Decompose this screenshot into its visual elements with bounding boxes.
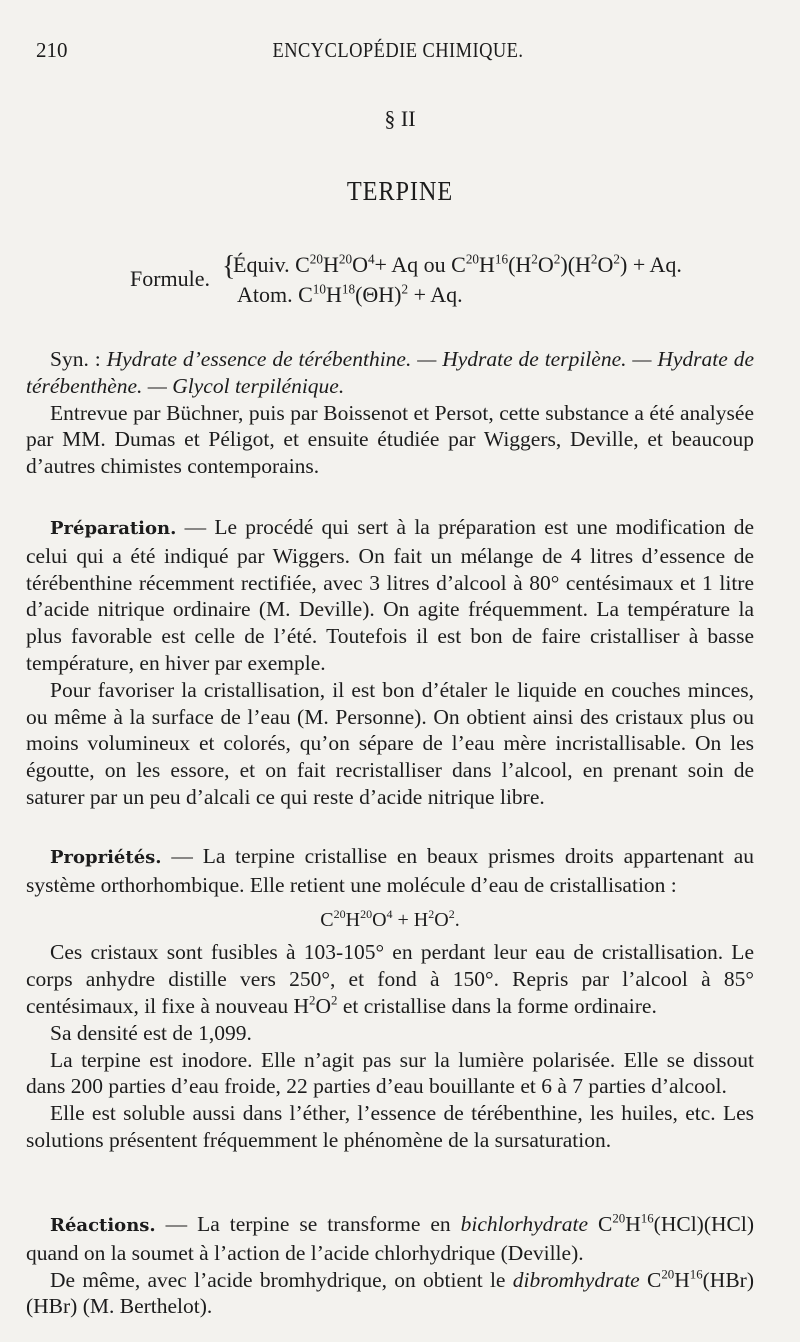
synonyms-paragraph (26, 346, 754, 400)
formula-brace: { (222, 251, 236, 282)
solubility-paragraph-2: Elle est soluble aussi dans l’éther, l’essence de térébenthine, les huiles, etc. Les solutions présentent fréquemment le phénomène de la sursaturation. (26, 1101, 754, 1152)
reactions-paragraph-2: De même, avec l’acide bromhydrique, on obtient le dibromhydrate $C^{20}H^{16}(HBr)(HBr)$ (M. Berthelot). (26, 1267, 754, 1319)
page-header (36, 38, 760, 68)
reactions-rubric: Réactions. (50, 1215, 156, 1236)
syn-intro-block (26, 346, 754, 480)
formula-equiv-line: Équiv. $C^{20}H^{20}O^4+ Aq$ ou $C^{20}H^{16}(H^2O^2)(H^2O^2) + Aq$. (233, 251, 682, 277)
preparation-paragraph-2: Pour favoriser la cristallisation, il est bon d’étaler le liquide en couches minces, ou même à la surface de l’eau (M. Personne). On obtient ainsi des cristaux plus ou moins volumineux et colorés, qu’on sépare de l’eau mère incristallisable. On les égoutte, on les essore, et on fait recristalliser dans l’alcool, en prenant soin de saturer par un peu d’alcali ce qui reste d’acide nitrique libre. (26, 677, 754, 809)
syn-names: Hydrate d’essence de térébenthine. — Hydrate de terpilène. — Hydrate de térébenthène. — Glycol terpilénique. (26, 347, 754, 398)
preparation-rubric: Préparation. (50, 518, 177, 539)
formula-label: Formule. (130, 266, 211, 291)
reactions-paragraph: Réactions. — La terpine se transforme en bichlorhydrate $C^{20}H^{16}(HCl)(HCl)$ quand on la soumet à l’action de l’acide chlorhydrique (Deville). (26, 1211, 754, 1265)
page-number: 210 (36, 38, 68, 62)
formula-lines (233, 250, 682, 310)
formula-atom-line: Atom. $C^{10}H^{18}(\Theta H)^2 + Aq$. (237, 281, 463, 307)
proprietes-paragraph: Propriétés. — La terpine cristallise en beaux prismes droits appartenant au système orthorhombique. Elle retient une molécule d’eau de cristallisation : (26, 844, 754, 897)
proprietes-section (26, 843, 754, 1154)
section-mark: § II (384, 106, 416, 131)
preparation-section (26, 514, 754, 811)
intro-paragraph: Entrevue par Büchner, puis par Boissenot et Persot, cette substance a été analysée par MM. Dumas et Péligot, et ensuite étudiée par Wiggers, Deville, et beaucoup d’autres chimistes contemporains. (26, 400, 754, 479)
preparation-paragraph: Préparation. — Le procédé qui sert à la préparation est une modification de celui qui a été indiqué par Wiggers. On fait un mélange de 4 litres d’essence de térébenthine récemment rectifiée, avec 3 litres d’alcool à 80° centésimaux et 1 litre d’acide nitrique ordinaire (M. Deville). On agite fréquemment. La température la plus favorable est celle de l’été. Toutefois il est bon de faire cristalliser à basse température, en hiver par exemple. (26, 515, 754, 675)
reactions-section (26, 1211, 754, 1320)
proprietes-rubric: Propriétés. (50, 847, 162, 868)
water-formula: $C^{20}H^{20}O^4 + H^2O^2$. (320, 906, 460, 931)
syn-label: Syn. : (50, 347, 107, 371)
solubility-paragraph: La terpine est inodore. Elle n’agit pas sur la lumière polarisée. Elle se dissout dans 200 parties d’eau froide, 22 parties d’eau bouillante et 6 à 7 parties d’alcool. (26, 1047, 754, 1099)
fusion-paragraph: Ces cristaux sont fusibles à 103-105° en perdant leur eau de cristallisation. Le corps anhydre distille vers 250°, et fond à 150°. Repris par l’alcool à 85° centésimaux, il fixe à nouveau $H^2O^2$ et cristallise dans la forme ordinaire. (26, 940, 754, 1018)
running-title: ENCYCLOPÉDIE CHIMIQUE. (272, 38, 524, 62)
page-title: TERPINE (346, 176, 454, 206)
density-paragraph: Sa densité est de 1,099. (50, 1020, 252, 1045)
